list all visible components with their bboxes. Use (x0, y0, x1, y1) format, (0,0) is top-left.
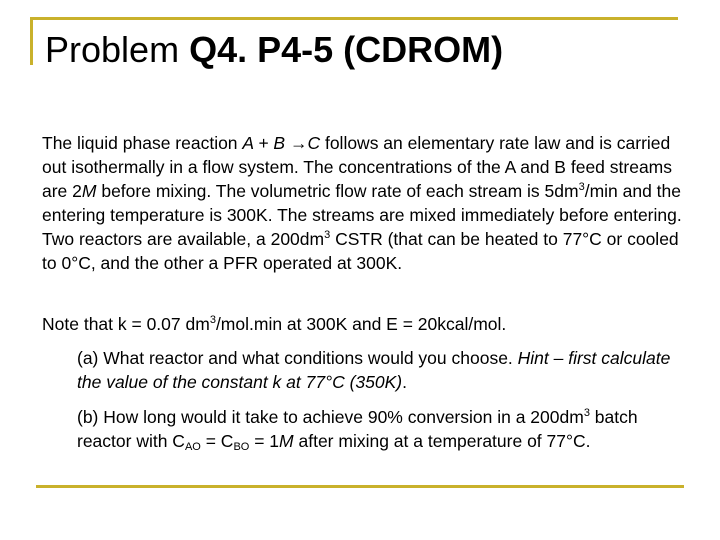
reaction-arrow-icon: → (285, 133, 308, 153)
text-segment: (a) What reactor and what conditions would you choose. (77, 348, 518, 368)
question-a (77, 346, 682, 394)
problem-statement-paragraph (42, 131, 682, 275)
text-segment: . (402, 372, 407, 392)
title-prefix: Problem (45, 29, 190, 70)
product-c: C (307, 133, 321, 153)
text-segment: batch reactor with C (77, 407, 638, 451)
title-main: Q4. P4-5 (CDROM) (189, 29, 504, 70)
question-b (77, 405, 682, 453)
text-segment: The liquid phase reaction (42, 133, 243, 153)
text-segment: /min and the entering temperature is 300K. The streams are mixed immediately before entering. Two reactors are available, a 200dm (42, 181, 682, 249)
molar-unit: M (81, 181, 97, 201)
rate-constant-note (42, 312, 682, 336)
subscript: AO (184, 441, 201, 453)
text-segment: = C (200, 431, 234, 451)
superscript: 3 (583, 407, 590, 419)
reactant-b: B (273, 133, 286, 153)
slide-frame-bottom-line (36, 485, 684, 488)
molar-unit: M (279, 431, 294, 451)
text-segment: /mol.min at 300K and E = 20kcal/mol. (215, 314, 507, 334)
text-segment: = 1 (249, 431, 280, 451)
superscript: 3 (578, 181, 585, 193)
slide-frame-left-line (30, 17, 33, 65)
hint-text: Hint – first calculate the value of the constant k at 77°C (350K) (77, 348, 671, 392)
text-segment: Note that k = 0.07 dm (42, 314, 210, 334)
subscript: BO (233, 441, 250, 453)
text-segment: CSTR (that can be heated to 77°C or cooled to 0°C, and the other a PFR operated at 300K. (42, 229, 679, 273)
reactant-a: A (242, 133, 254, 153)
superscript: 3 (324, 229, 331, 241)
text-segment: (b) How long would it take to achieve 90% conversion in a 200dm (77, 407, 584, 427)
slide-title (45, 30, 503, 70)
slide-frame-top-line (30, 17, 678, 20)
text-segment: before mixing. The volumetric flow rate of each stream is 5dm (96, 181, 579, 201)
superscript: 3 (209, 314, 216, 326)
plus-sign: + (253, 133, 274, 153)
text-segment: follows an elementary rate law and is carried out isothermally in a flow system. The concentrations of the A and B feed streams are 2 (42, 133, 672, 201)
text-segment: after mixing at a temperature of 77°C. (293, 431, 591, 451)
